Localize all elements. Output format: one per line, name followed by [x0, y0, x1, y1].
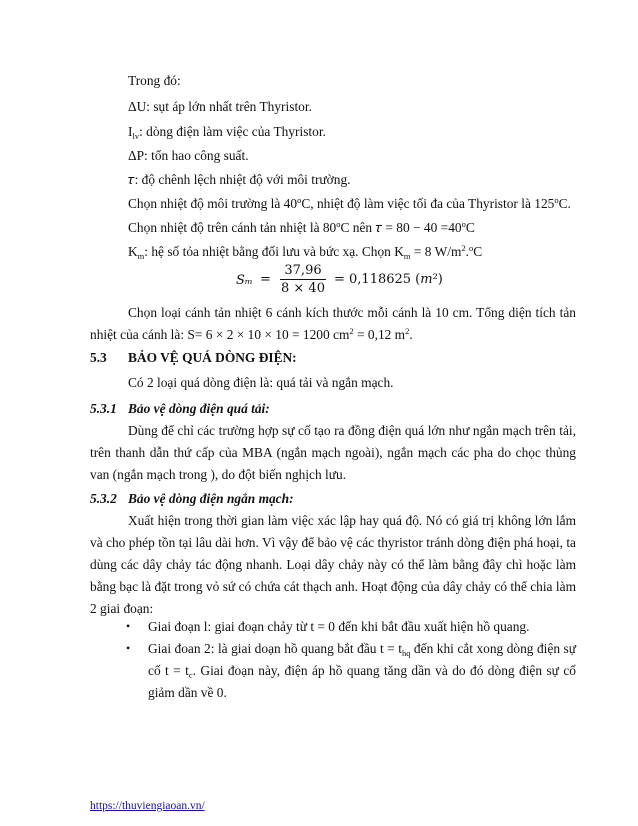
section-5-3-1-heading: 5.3.1 Bảo vệ dòng điện quá tải:: [90, 401, 270, 416]
km-coefficient-line: $K_m$: hệ số tỏa nhiệt bằng đối lưu và bức xạ. Chọn $K_m = 8$ $W/m^2.^oC$: [128, 243, 483, 261]
bullet-marker: •: [126, 619, 131, 633]
footer-link[interactable]: https://thuviengiaoan.vn/: [90, 800, 205, 812]
equation-denominator: 8 × 40: [281, 281, 325, 296]
heatsink-temperature-line: Chọn nhiệt độ trên cánh tản nhiệt là 80$^o$C nên 𝜏 = $80 - 40 =40^oC$: [128, 219, 475, 235]
section-5-3-intro: Có 2 loại quá dòng điện là: quá tải và ngắn mạch.: [128, 375, 394, 390]
bullet-stage-2: Giai đoan 2: là giai doạn hồ quang bắt đầu $t = t_{hq}$ đến khi cắt xong dòng điện sự cố $t = t_c$. Giai đoạn này, điện áp hồ quang tăng dần và do đó dòng điện sự cố giảm dần về 0.: [148, 641, 576, 700]
bullet-stage-1: Giai đoạn l: giai đoạn chảy từ t = 0 đến khi bắt đầu xuất hiện hồ quang.: [148, 619, 530, 634]
definition-delta-u: ΔU: sụt áp lớn nhất trên Thyristor.: [128, 99, 312, 114]
section-5-3-2-heading: 5.3.2 Bảo vệ dòng điện ngắn mạch:: [90, 491, 294, 506]
fin-paragraph: Chọn loại cánh tản nhiệt 6 cánh kích thước mỗi cánh là 10 cm. Tổng diện tích tản nhiệt của cánh là: S= 6 × 2 × 10 × 10 = 1200 $cm^2 = 0,12$ $m^2$.: [90, 305, 576, 342]
equation-equals: =: [260, 272, 271, 287]
equation-result: = 0,118625 (𝑚²): [334, 272, 443, 287]
where-label: Trong đó:: [128, 73, 181, 88]
equation-fraction: [278, 262, 328, 297]
definition-tau: 𝜏: độ chênh lệch nhiệt độ với môi trường.: [128, 172, 351, 187]
bullet-marker: •: [126, 641, 131, 655]
section-5-3-1-paragraph: Dùng để chỉ các trường hợp sự cố tạo ra đồng điện quá lớn như ngắn mạch trên tải, trên thanh dẫn thứ cấp của MBA (ngắn mạch ngoài), ngắn mạch các pha do chọc thủng van (ngắn mạch trong ), do đột biến nghịch lưu.: [90, 423, 576, 482]
section-5-3-heading: 5.3 BẢO VỆ QUÁ DÒNG ĐIỆN:: [90, 350, 297, 365]
equation-numerator: 37,96: [284, 263, 322, 278]
ambient-temperature-line: Chọn nhiệt độ môi trường là 40$^o$C, nhiệt độ làm việc tối đa của Thyristor là 125$^o$C.: [128, 195, 571, 211]
section-5-3-2-paragraph: Xuất hiện trong thời gian làm việc xác lập hay quá độ. Nó có giá trị không lớn lắm và cho phép tồn tại lâu dài hơn. Vì vậy để bảo vệ các thyristor tránh dòng điện phá hoại, ta dùng các dây chảy tác động nhanh. Loại dây chảy này có thể làm bằng đây chì hoặc làm bằng bạc là đặt trong vỏ sứ có chứa cát thạch anh. Hoạt động của dây chảy có thể chia làm 2 giai đoạn:: [90, 513, 576, 616]
definition-delta-p: ΔP: tổn hao công suất.: [128, 148, 249, 163]
definition-ilv: $I_{lv}$: dòng điện làm việc của Thyristor.: [128, 124, 326, 141]
equation-lhs: 𝑆ₘ: [236, 273, 253, 288]
